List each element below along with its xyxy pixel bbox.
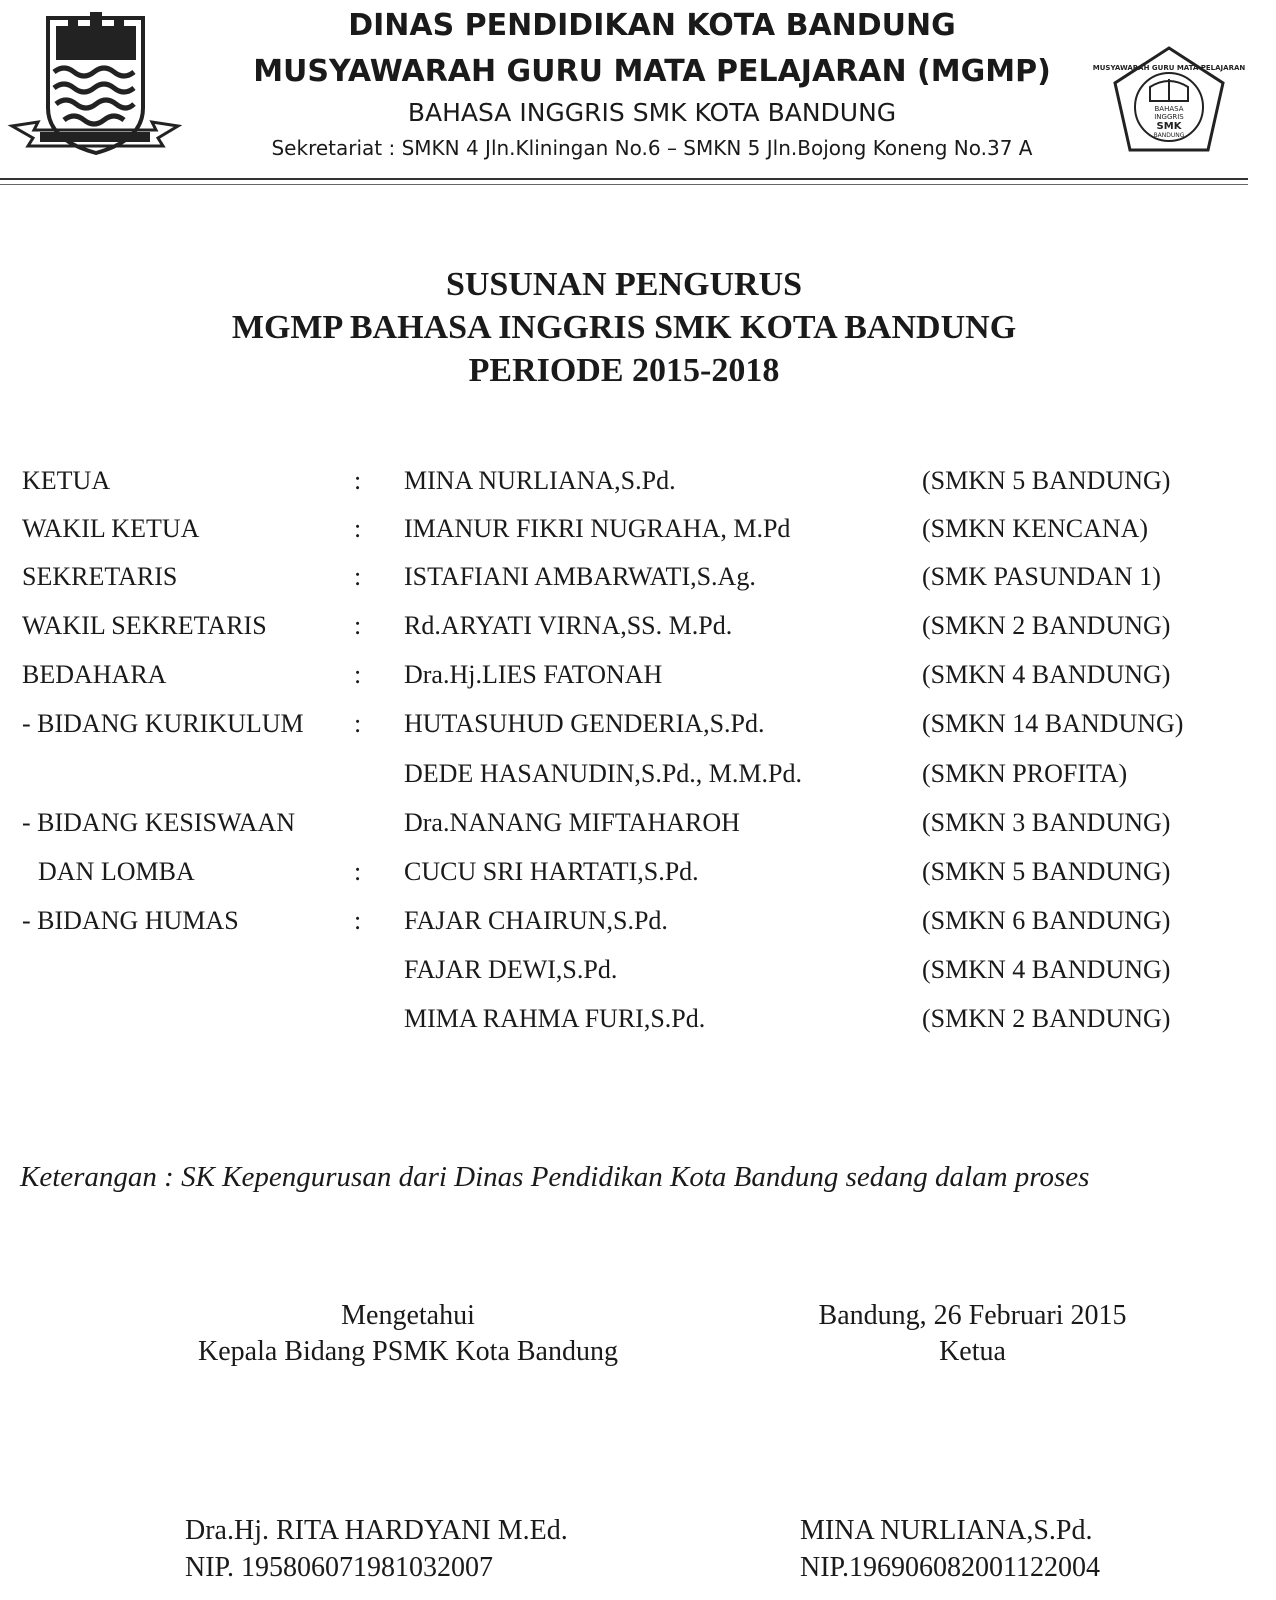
roster-name: MINA NURLIANA,S.Pd. bbox=[404, 466, 676, 495]
signature-left-name: Dra.Hj. RITA HARDYANI M.Ed. bbox=[185, 1515, 568, 1546]
signature-right-role: Ketua bbox=[939, 1336, 1006, 1367]
roster-row bbox=[0, 955, 1248, 995]
letterhead-address: Sekretariat : SMKN 4 Jln.Kliningan No.6 – SMKN 5 Jln.Bojong Koneng No.37 A bbox=[271, 136, 1033, 160]
roster-row bbox=[0, 562, 1248, 602]
roster-row bbox=[0, 759, 1248, 799]
roster-position: SEKRETARIS bbox=[22, 562, 178, 591]
roster-school: (SMKN 14 BANDUNG) bbox=[922, 709, 1184, 738]
letterhead-subject: BAHASA INGGRIS SMK KOTA BANDUNG bbox=[407, 98, 897, 127]
letterhead-divider-thin bbox=[0, 184, 1248, 185]
document-title: SUSUNAN PENGURUS bbox=[445, 266, 803, 303]
roster-name: Dra.Hj.LIES FATONAH bbox=[404, 660, 663, 689]
roster-colon: : bbox=[354, 562, 362, 591]
roster-school: (SMKN 2 BANDUNG) bbox=[922, 1004, 1171, 1033]
roster-school: (SMK PASUNDAN 1) bbox=[922, 562, 1161, 591]
roster-position: DAN LOMBA bbox=[38, 857, 195, 886]
svg-text:MUSYAWARAH GURU MATA PELAJARAN: MUSYAWARAH GURU MATA PELAJARAN bbox=[1092, 64, 1246, 72]
roster-row bbox=[0, 660, 1248, 700]
roster-position: - BIDANG KESISWAAN bbox=[22, 808, 295, 837]
roster-name: Rd.ARYATI VIRNA,SS. M.Pd. bbox=[404, 611, 733, 640]
document-subtitle: MGMP BAHASA INGGRIS SMK KOTA BANDUNG bbox=[231, 309, 1017, 346]
svg-text:BAHASA: BAHASA bbox=[1154, 105, 1184, 113]
signature-left-caption: Mengetahui bbox=[341, 1300, 475, 1331]
roster-name: FAJAR DEWI,S.Pd. bbox=[404, 955, 618, 984]
roster-row bbox=[0, 514, 1248, 554]
roster-name: ISTAFIANI AMBARWATI,S.Ag. bbox=[404, 562, 756, 591]
roster-name: Dra.NANANG MIFTAHAROH bbox=[404, 808, 740, 837]
roster-position: KETUA bbox=[22, 466, 111, 495]
roster-row bbox=[0, 1004, 1248, 1044]
roster-colon: : bbox=[354, 611, 362, 640]
roster-name: IMANUR FIKRI NUGRAHA, M.Pd bbox=[404, 514, 791, 543]
roster-row bbox=[0, 709, 1248, 749]
roster-school: (SMKN 3 BANDUNG) bbox=[922, 808, 1171, 837]
roster-name: FAJAR CHAIRUN,S.Pd. bbox=[404, 906, 668, 935]
roster-name: CUCU SRI HARTATI,S.Pd. bbox=[404, 857, 699, 886]
roster-row bbox=[0, 906, 1248, 946]
roster-colon: : bbox=[354, 660, 362, 689]
roster-school: (SMKN 2 BANDUNG) bbox=[922, 611, 1171, 640]
svg-text:INGGRIS: INGGRIS bbox=[1154, 113, 1184, 121]
remarks-note: Keterangan : SK Kepengurusan dari Dinas Pendidikan Kota Bandung sedang dalam proses bbox=[20, 1161, 1090, 1193]
roster-row bbox=[0, 611, 1248, 651]
roster-row bbox=[0, 466, 1248, 506]
roster-school: (SMKN 5 BANDUNG) bbox=[922, 466, 1171, 495]
roster-name: MIMA RAHMA FURI,S.Pd. bbox=[404, 1004, 706, 1033]
roster-school: (SMKN 6 BANDUNG) bbox=[922, 906, 1171, 935]
roster-colon: : bbox=[354, 857, 362, 886]
roster-row bbox=[0, 808, 1248, 848]
signature-right-nip: NIP.196906082001122004 bbox=[800, 1552, 1100, 1583]
roster-colon: : bbox=[354, 709, 362, 738]
roster-position: WAKIL SEKRETARIS bbox=[22, 611, 267, 640]
signature-left-role: Kepala Bidang PSMK Kota Bandung bbox=[198, 1336, 618, 1367]
svg-text:SMK: SMK bbox=[1156, 121, 1182, 132]
svg-text:BANDUNG: BANDUNG bbox=[1153, 132, 1185, 139]
roster-position: BEDAHARA bbox=[22, 660, 167, 689]
letterhead-agency: DINAS PENDIDIKAN KOTA BANDUNG bbox=[348, 8, 956, 43]
signature-left-nip: NIP. 195806071981032007 bbox=[185, 1552, 494, 1583]
roster-school: (SMKN PROFITA) bbox=[922, 759, 1128, 788]
letterhead-organization: MUSYAWARAH GURU MATA PELAJARAN (MGMP) bbox=[253, 54, 1051, 89]
signature-right-name: MINA NURLIANA,S.Pd. bbox=[800, 1515, 1093, 1546]
letterhead-divider bbox=[0, 178, 1248, 180]
roster-name: HUTASUHUD GENDERIA,S.Pd. bbox=[404, 709, 765, 738]
roster-name: DEDE HASANUDIN,S.Pd., M.M.Pd. bbox=[404, 759, 802, 788]
roster-colon: : bbox=[354, 466, 362, 495]
roster-position: WAKIL KETUA bbox=[22, 514, 200, 543]
roster-position: - BIDANG HUMAS bbox=[22, 906, 239, 935]
roster-school: (SMKN 4 BANDUNG) bbox=[922, 955, 1171, 984]
roster-colon: : bbox=[354, 514, 362, 543]
roster-colon: : bbox=[354, 906, 362, 935]
signature-right-date: Bandung, 26 Februari 2015 bbox=[818, 1300, 1127, 1331]
roster-school: (SMKN 4 BANDUNG) bbox=[922, 660, 1171, 689]
roster-school: (SMKN KENCANA) bbox=[922, 514, 1149, 543]
roster-position: - BIDANG KURIKULUM bbox=[22, 709, 304, 738]
document-period: PERIODE 2015-2018 bbox=[468, 352, 780, 389]
roster-school: (SMKN 5 BANDUNG) bbox=[922, 857, 1171, 886]
roster-row bbox=[0, 857, 1248, 897]
